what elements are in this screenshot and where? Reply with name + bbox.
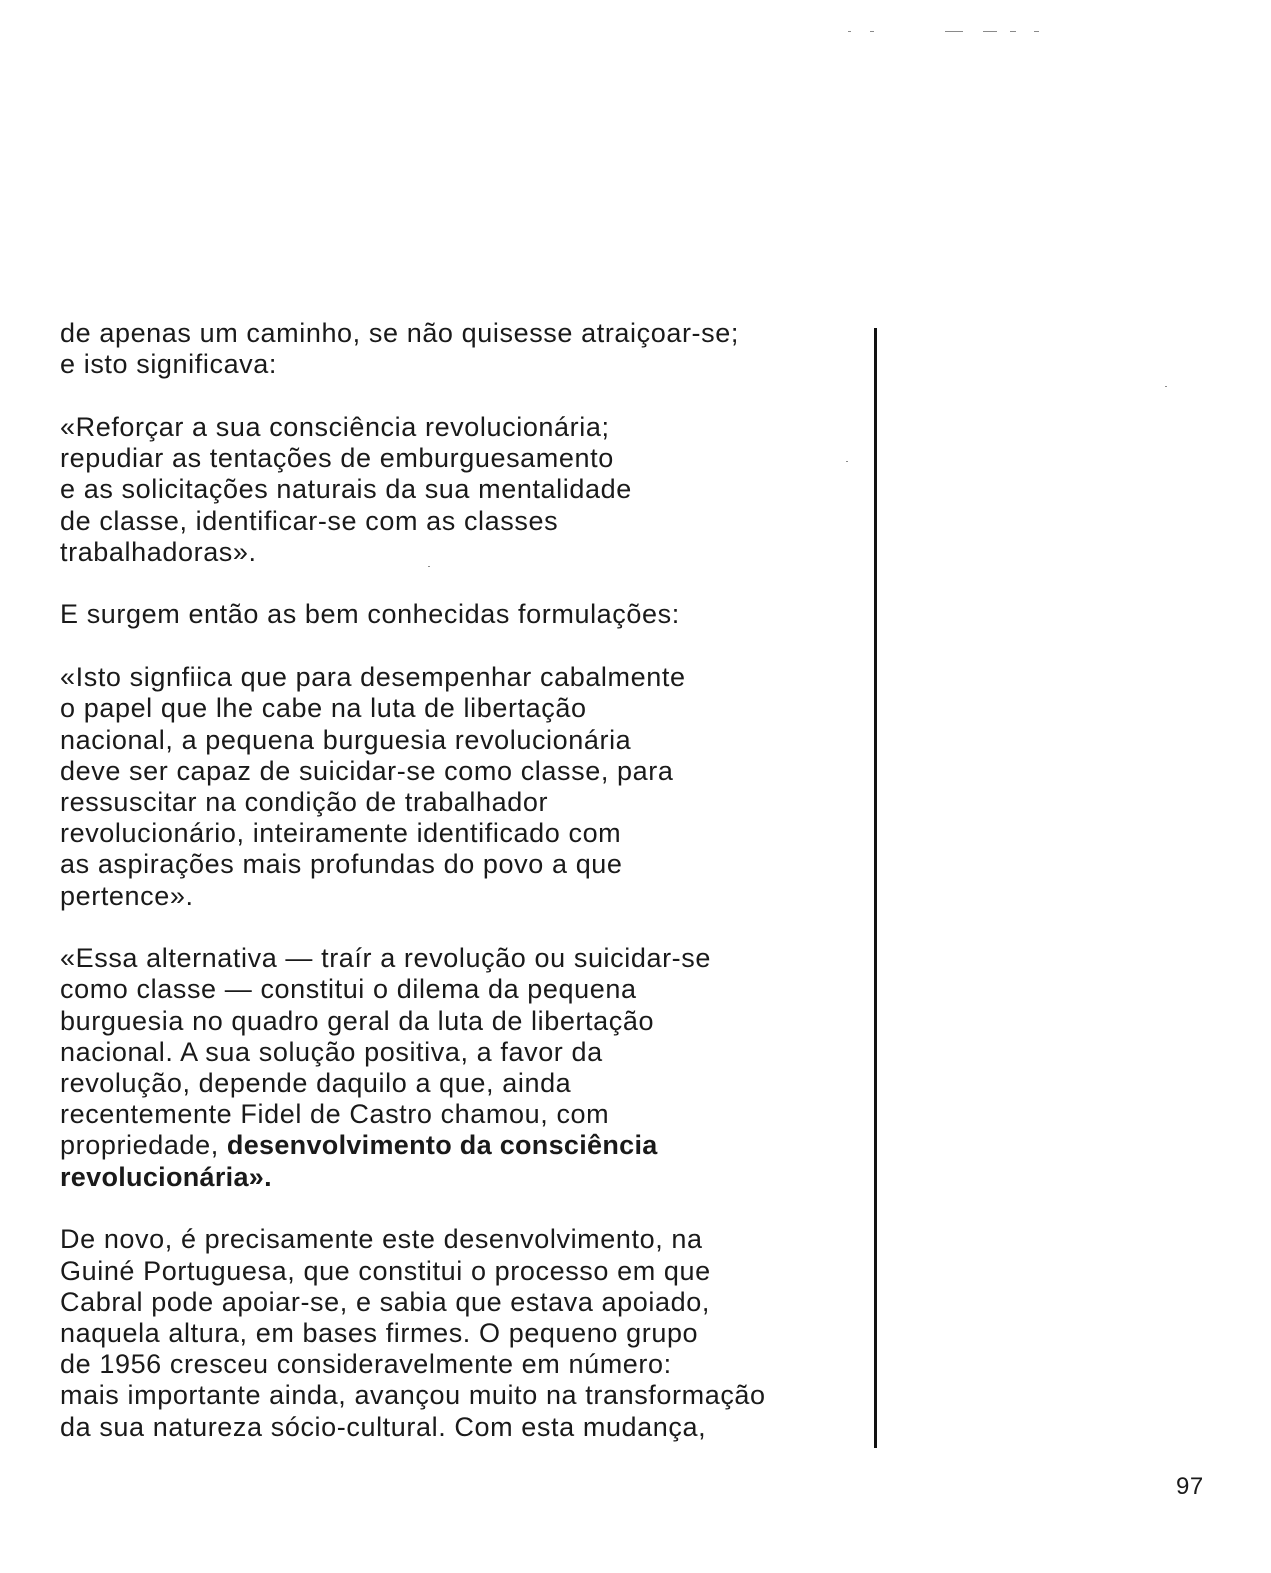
bold-emphasis: desenvolvimento da consciência [226, 1130, 658, 1161]
quote-paragraph [60, 662, 870, 912]
text-line: e as solicitações naturais da sua mentalidade [60, 474, 632, 505]
text-line: De novo, é precisamente este desenvolvimento, na [60, 1224, 703, 1255]
paragraph [60, 599, 870, 630]
body-text [60, 318, 870, 1443]
text-line: «Essa alternativa — traír a revolução ou suicidar-se [60, 943, 711, 974]
text-line: burguesia no quadro geral da luta de libertação [60, 1005, 655, 1036]
paragraph [60, 1224, 870, 1442]
text-line: Guiné Portuguesa, que constitui o processo em que [60, 1255, 711, 1286]
text-line: da sua natureza sócio-cultural. Com esta mudança, [60, 1411, 707, 1442]
text-line: de classe, identificar-se com as classes [60, 505, 559, 536]
text-line: E surgem então as bem conhecidas formulações: [60, 599, 680, 630]
text-line: nacional. A sua solução positiva, a favor da [60, 1036, 603, 1067]
text-line: «Isto signfiica que para desempenhar cabalmente [60, 662, 686, 693]
text-line: de 1956 cresceu consideravelmente em número: [60, 1349, 672, 1380]
text-line: as aspirações mais profundas do povo a que [60, 849, 623, 880]
scan-speck [983, 31, 997, 32]
text-line: «Reforçar a sua consciência revolucionária; [60, 411, 610, 442]
scan-speck [1010, 31, 1016, 32]
scan-speck [848, 31, 851, 32]
text-line: naquela altura, em bases firmes. O pequeno grupo [60, 1317, 699, 1348]
scan-speck [1034, 31, 1039, 32]
text-line: o papel que lhe cabe na luta de libertação [60, 693, 587, 724]
quote-paragraph [60, 943, 870, 1193]
text-line: pertence». [60, 880, 194, 911]
text-segment: propriedade, [60, 1130, 227, 1161]
scan-speck [1165, 386, 1167, 387]
text-line: deve ser capaz de suicidar-se como classe, para [60, 755, 674, 786]
page-number: 97 [1176, 1473, 1204, 1500]
text-line [60, 1130, 870, 1161]
text-line: revolucionário, inteiramente identificado com [60, 818, 622, 849]
bold-emphasis: revolucionária». [60, 1161, 272, 1192]
scan-speck [870, 31, 874, 32]
text-line: trabalhadoras». [60, 536, 257, 567]
text-line: mais importante ainda, avançou muito na transformação [60, 1380, 766, 1411]
paragraph [60, 318, 870, 380]
text-line: como classe — constitui o dilema da pequena [60, 974, 637, 1005]
margin-rule [874, 328, 877, 1448]
quote-paragraph [60, 412, 870, 568]
text-line: revolução, depende daquilo a que, ainda [60, 1068, 572, 1099]
text-line: e isto significava: [60, 349, 277, 380]
text-line: ressuscitar na condição de trabalhador [60, 786, 549, 817]
text-line: repudiar as tentações de emburguesamento [60, 443, 614, 474]
text-line: Cabral pode apoiar-se, e sabia que estava apoiado, [60, 1286, 710, 1317]
text-line: de apenas um caminho, se não quisesse atraiçoar-se; [60, 318, 739, 348]
text-line: recentemente Fidel de Castro chamou, com [60, 1099, 610, 1130]
scan-speck [945, 31, 963, 32]
text-line: nacional, a pequena burguesia revolucionária [60, 724, 632, 755]
